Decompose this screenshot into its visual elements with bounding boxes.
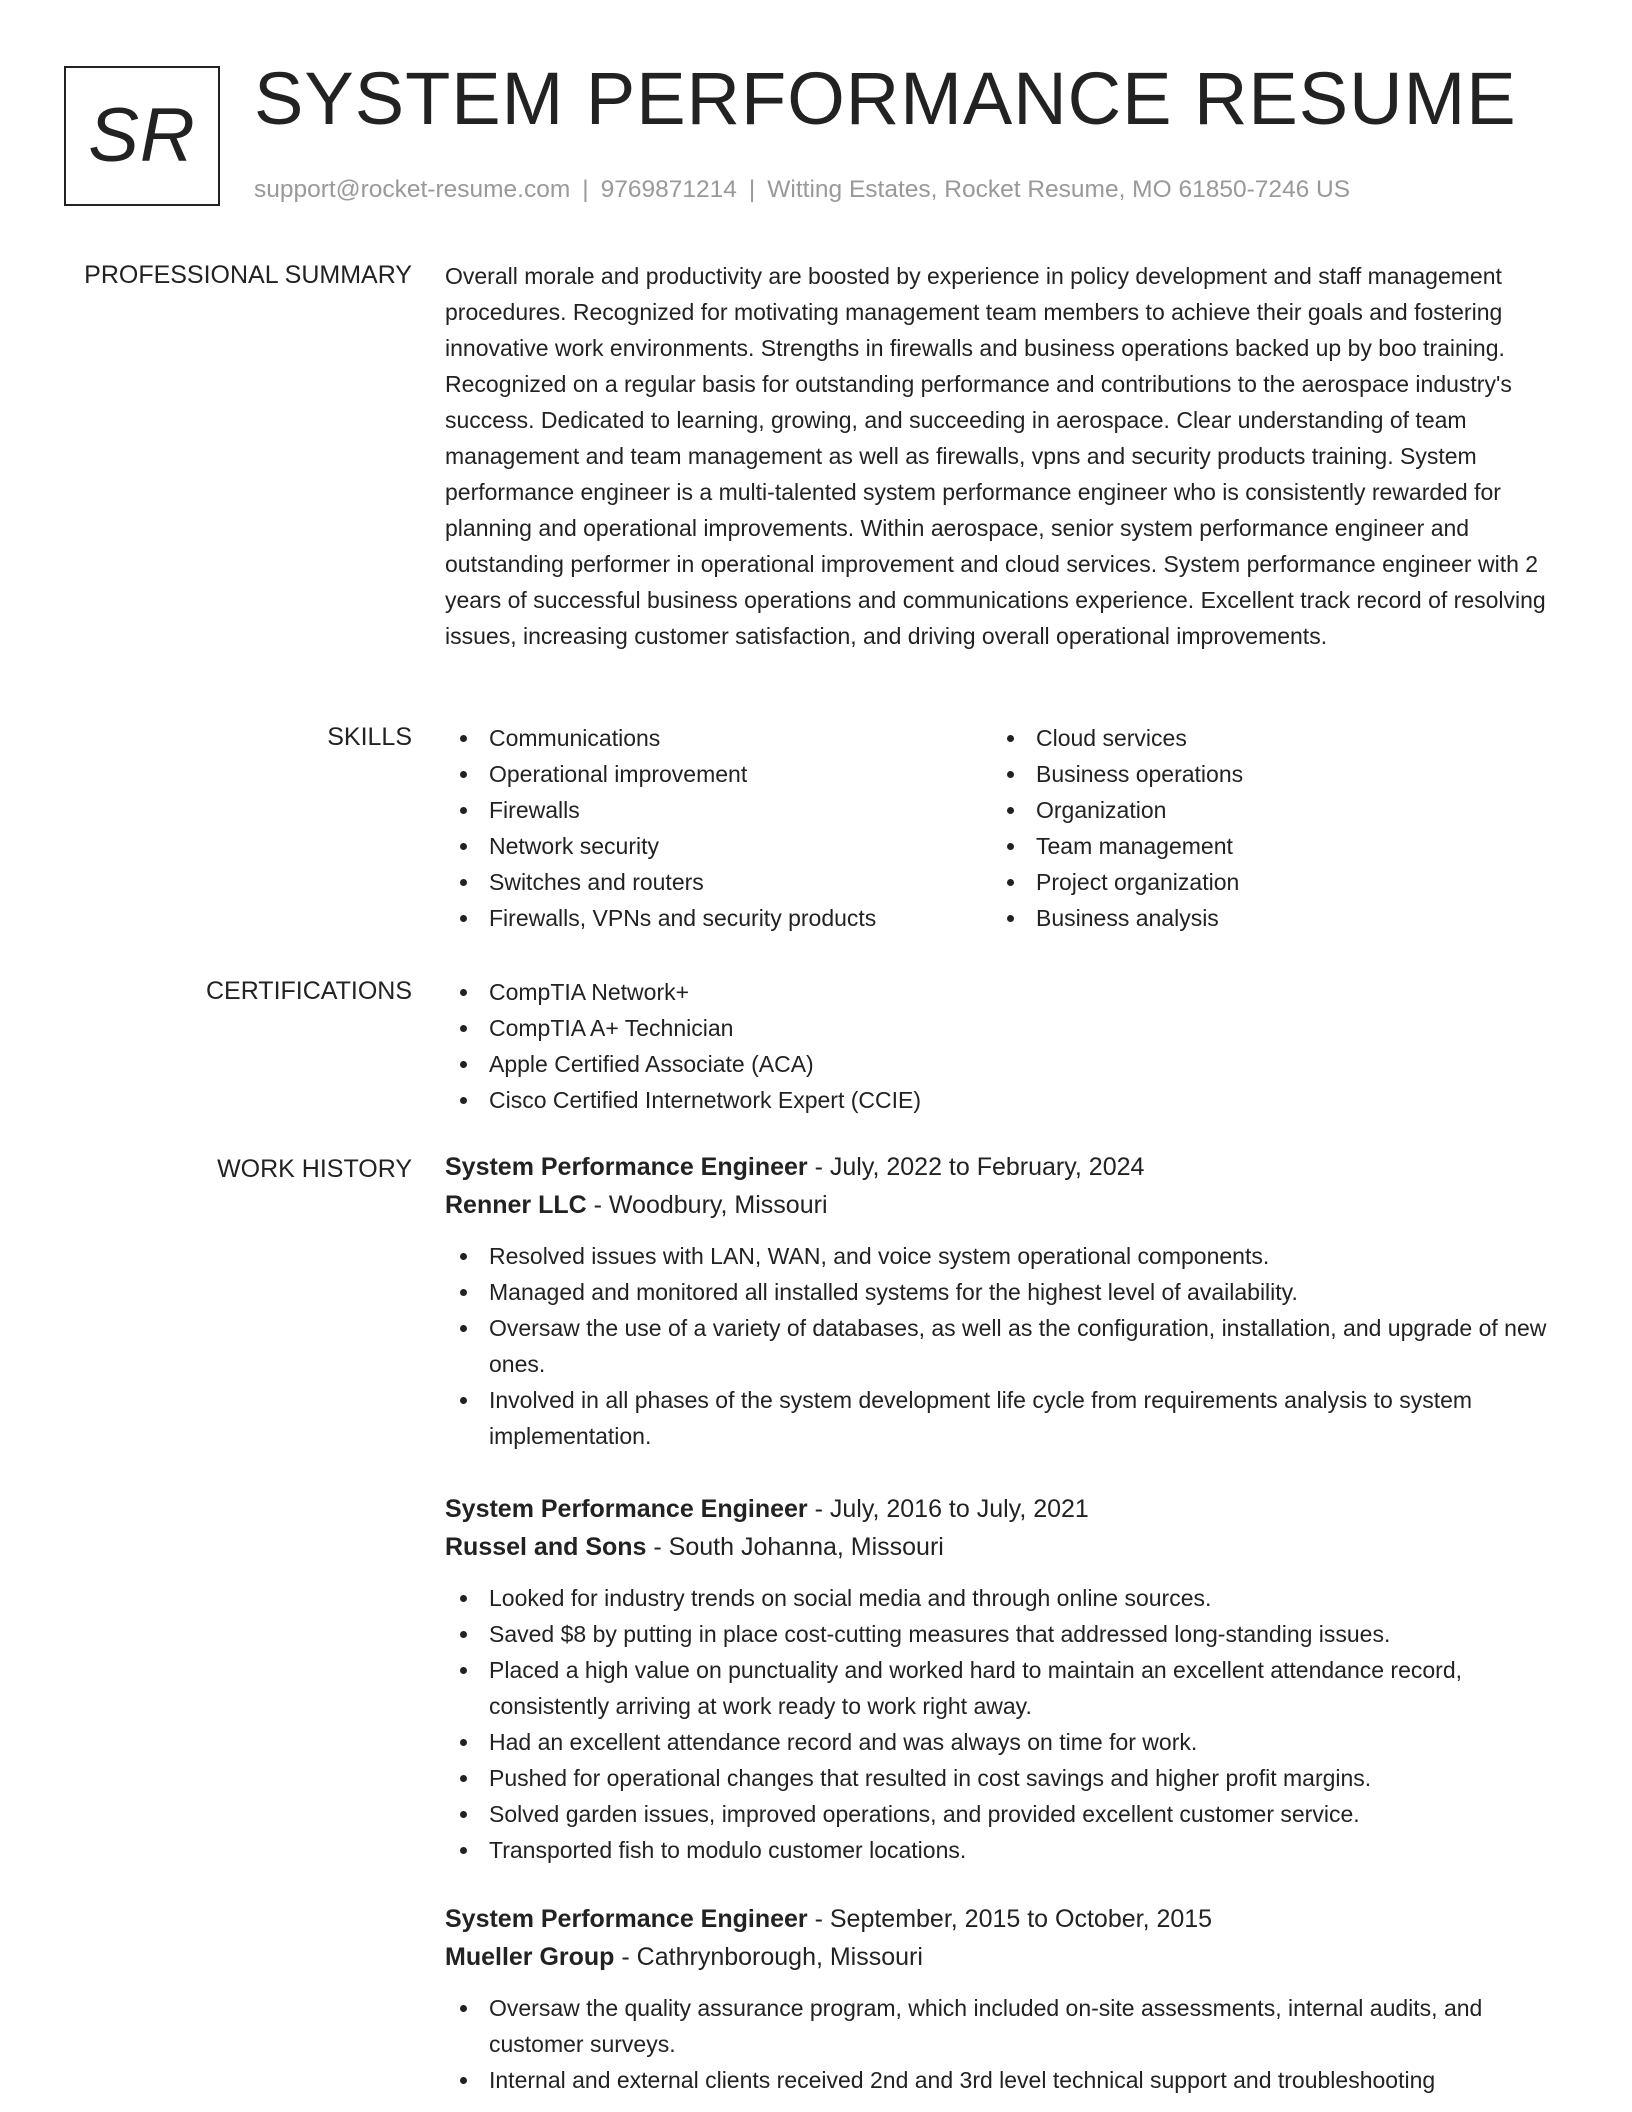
skills-list-right <box>992 720 1539 936</box>
list-item: CompTIA Network+ <box>445 974 1560 1010</box>
list-item: Network security <box>445 828 992 864</box>
section-title-work-history: WORK HISTORY <box>217 1155 412 1183</box>
list-item: Apple Certified Associate (ACA) <box>445 1046 1560 1082</box>
job-bullets <box>445 1990 1560 2098</box>
job-entry <box>445 1148 1560 1454</box>
skills-list-left <box>445 720 992 936</box>
job-role: System Performance Engineer <box>445 1153 808 1181</box>
list-item: Communications <box>445 720 992 756</box>
list-item: Transported fish to modulo customer locations. <box>445 1832 1560 1868</box>
list-item: Project organization <box>992 864 1539 900</box>
list-item: Solved garden issues, improved operations, and provided excellent customer service. <box>445 1796 1560 1832</box>
contact-address: Witting Estates, Rocket Resume, MO 61850-7246 US <box>767 176 1351 203</box>
list-item: Saved $8 by putting in place cost-cutting measures that addressed long-standing issues. <box>445 1616 1560 1652</box>
list-item: Had an excellent attendance record and was always on time for work. <box>445 1724 1560 1760</box>
list-item: Switches and routers <box>445 864 992 900</box>
job-company-line <box>445 1938 1560 1976</box>
monogram-box <box>64 66 220 206</box>
job-entry <box>445 1900 1560 2098</box>
list-item: Looked for industry trends on social media and through online sources. <box>445 1580 1560 1616</box>
section-title-certifications: CERTIFICATIONS <box>205 977 412 1005</box>
job-company: Mueller Group <box>445 1943 615 1971</box>
list-item: Oversaw the use of a variety of databases, as well as the configuration, installation, and upgrade of new ones. <box>445 1310 1560 1382</box>
list-item: Cisco Certified Internetwork Expert (CCIE) <box>445 1082 1560 1118</box>
job-bullets <box>445 1238 1560 1454</box>
job-location: - South Johanna, Missouri <box>646 1533 944 1561</box>
job-bullets <box>445 1580 1560 1868</box>
certifications-list <box>445 974 1560 1118</box>
job-role-line <box>445 1900 1560 1938</box>
job-role-line <box>445 1148 1560 1186</box>
summary-text: Overall morale and productivity are boosted by experience in policy development and staff management procedures. Recognized for motivating management team members to achieve their goals and fostering innovative work environments. Strengths in firewalls and business operations backed up by boo training. Recognized on a regular basis for outstanding performance and contributions to the aerospace industry's success. Dedicated to learning, growing, and succeeding in aerospace. Clear understanding of team management and team management as well as firewalls, vpns and security products training. System performance engineer is a multi-talented system performance engineer who is consistently rewarded for planning and operational improvements. Within aerospace, senior system performance engineer and outstanding performer in operational improvement and cloud services. System performance engineer with 2 years of successful business operations and communications experience. Excellent track record of resolving issues, increasing customer satisfaction, and driving overall operational improvements. <box>445 263 1546 649</box>
list-item: Business analysis <box>992 900 1539 936</box>
job-entry <box>445 1490 1560 1868</box>
list-item: Resolved issues with LAN, WAN, and voice system operational components. <box>445 1238 1560 1274</box>
list-item: Business operations <box>992 756 1539 792</box>
contact-separator: | <box>748 176 756 203</box>
list-item: Involved in all phases of the system development life cycle from requirements analysis to system implementation. <box>445 1382 1560 1454</box>
contact-line <box>254 175 1350 205</box>
job-dates: - July, 2022 to February, 2024 <box>807 1153 1145 1181</box>
job-role-line <box>445 1490 1560 1528</box>
section-title-skills: SKILLS <box>327 723 412 751</box>
section-title-summary: PROFESSIONAL SUMMARY <box>84 261 412 289</box>
job-role: System Performance Engineer <box>445 1495 808 1523</box>
job-company-line <box>445 1528 1560 1566</box>
job-company: Russel and Sons <box>445 1533 647 1561</box>
list-item: Cloud services <box>992 720 1539 756</box>
list-item: Operational improvement <box>445 756 992 792</box>
job-location: - Woodbury, Missouri <box>586 1191 828 1219</box>
job-dates: - July, 2016 to July, 2021 <box>807 1495 1089 1523</box>
list-item: Firewalls, VPNs and security products <box>445 900 992 936</box>
list-item: Managed and monitored all installed systems for the highest level of availability. <box>445 1274 1560 1310</box>
job-company: Renner LLC <box>445 1191 587 1219</box>
list-item: Firewalls <box>445 792 992 828</box>
contact-separator: | <box>582 176 589 203</box>
list-item: Pushed for operational changes that resulted in cost savings and higher profit margins. <box>445 1760 1560 1796</box>
job-role: System Performance Engineer <box>445 1905 808 1933</box>
job-location: - Cathrynborough, Missouri <box>614 1943 923 1971</box>
resume-title: SYSTEM PERFORMANCE RESUME <box>254 57 1517 140</box>
job-dates: - September, 2015 to October, 2015 <box>807 1905 1213 1933</box>
contact-phone: 9769871214 <box>600 176 737 203</box>
list-item: Oversaw the quality assurance program, which included on-site assessments, internal audits, and customer surveys. <box>445 1990 1560 2062</box>
job-company-line <box>445 1186 1560 1224</box>
contact-email: support@rocket-resume.com <box>254 176 571 203</box>
list-item: Placed a high value on punctuality and worked hard to maintain an excellent attendance record, consistently arriving at work ready to work right away. <box>445 1652 1560 1724</box>
list-item: CompTIA A+ Technician <box>445 1010 1560 1046</box>
monogram-initials: SR <box>88 93 196 178</box>
list-item: Organization <box>992 792 1539 828</box>
list-item: Internal and external clients received 2nd and 3rd level technical support and troubleshooting <box>445 2062 1560 2098</box>
list-item: Team management <box>992 828 1539 864</box>
